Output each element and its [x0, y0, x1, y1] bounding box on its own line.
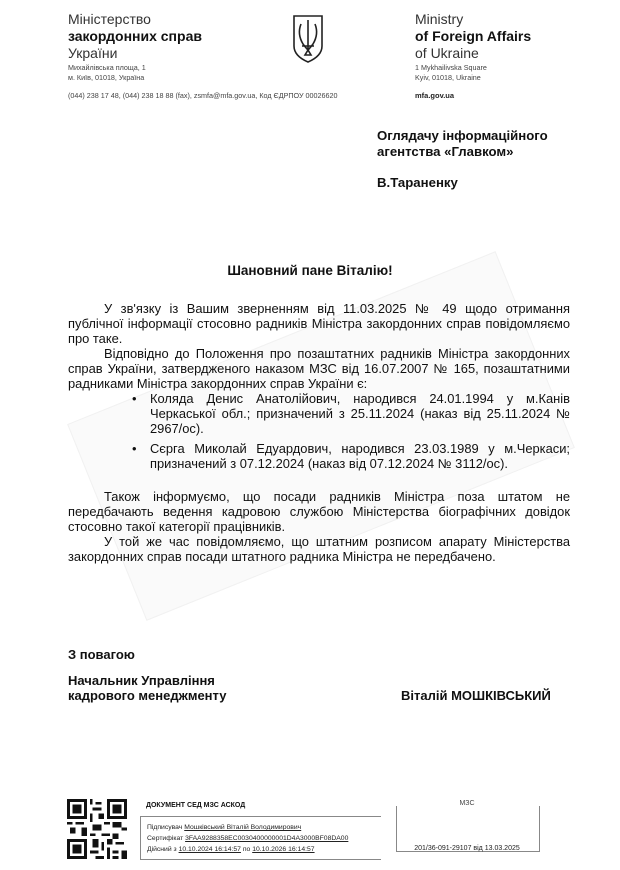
- recipient-line2: агентства «Главком»: [377, 144, 514, 159]
- cert-value: 3FAA9288358EC0030400000001D4A3000BF08DA00: [185, 835, 349, 842]
- bullet-icon: •: [132, 391, 137, 406]
- footer-doc-title: ДОКУМЕНТ СЕД МЗС АСКОД: [146, 802, 246, 809]
- registration-number: 201/36-091-29107 від 13.03.2025: [414, 845, 520, 852]
- trident-icon: [290, 12, 326, 64]
- closing: З повагою: [68, 647, 135, 662]
- en-name-line1: Ministry: [415, 11, 464, 27]
- ua-name-line1: Міністерство: [68, 11, 151, 27]
- signer-position: [68, 673, 226, 703]
- paragraph-1: У зв'язку із Вашим зверненням від 11.03.2025 № 49 щодо отримання публічної інформації стосовно радників Міністра закордонних справ повідомляємо про таке.: [68, 301, 570, 346]
- salutation: Шановний пане Віталію!: [227, 263, 393, 278]
- valid-from-label: Дійсний з: [147, 846, 177, 853]
- list-item: [68, 441, 570, 471]
- en-address-line1: 1 Mykhailivska Square: [415, 63, 487, 72]
- signer-value: Мошківський Віталій Володимирович: [184, 824, 302, 831]
- list-item-text: Сєрга Миколай Едуардович, народився 23.03.1989 у м.Черкаси; призначений з 07.12.2024 (наказ від 07.12.2024 № 3112/ос).: [150, 441, 570, 471]
- position-line2: кадрового менеджменту: [68, 688, 227, 703]
- recipient-name: В.Тараненку: [377, 175, 458, 190]
- ua-name-line3: України: [68, 45, 118, 61]
- list-item: [68, 391, 570, 436]
- valid-from-value: 10.10.2024 16:14:57: [178, 846, 241, 853]
- cert-label: Сертифікат: [147, 835, 184, 842]
- ua-address-line2: м. Київ, 01018, Україна: [68, 73, 145, 82]
- paragraph-3: Також інформуємо, що посади радників Міністра поза штатом не передбачають ведення кадровою службою Міністерства біографічних довідок стосовно такої категорії працівників.: [68, 489, 570, 534]
- stamp-label: МЗС: [459, 800, 475, 807]
- en-address-line2: Kyiv, 01018, Ukraine: [415, 73, 481, 82]
- validity-row: [147, 846, 315, 853]
- letterhead-ua-contacts: (044) 238 17 48, (044) 238 18 88 (fax), zsmfa@mfa.gov.ua, Код ЄДРПОУ 00026620: [68, 91, 338, 100]
- ua-name-line2: закордонних справ: [68, 28, 202, 44]
- letterhead-website[interactable]: mfa.gov.ua: [415, 91, 455, 100]
- signer-row: [147, 824, 301, 831]
- letter-body: [68, 301, 570, 564]
- spacer: [68, 471, 570, 489]
- position-line1: Начальник Управління: [68, 673, 215, 688]
- signer-label: Підписувач: [147, 824, 183, 831]
- bullet-icon: •: [132, 441, 137, 456]
- valid-to-label: по: [242, 846, 251, 853]
- qr-code-icon: [67, 799, 127, 859]
- letterhead-ua-address: [68, 63, 146, 83]
- recipient-line1: Оглядачу інформаційного: [377, 128, 548, 143]
- recipient-block: [377, 128, 548, 191]
- en-name-line3: of Ukraine: [415, 45, 479, 61]
- en-name-line2: of Foreign Affairs: [415, 28, 532, 44]
- ua-address-line1: Михайлівська площа, 1: [68, 63, 146, 72]
- valid-to-value: 10.10.2026 16:14:57: [252, 846, 315, 853]
- list-item-text: Коляда Денис Анатолійович, народився 24.01.1994 у м.Канів Черкаської обл.; призначений з 25.11.2024 (наказ від 25.11.2024 № 2967/ос).: [150, 391, 570, 436]
- digital-signature-box: [140, 816, 381, 860]
- signer-name: Віталій МОШКІВСЬКИЙ: [401, 688, 551, 703]
- letterhead-en-name: [415, 11, 531, 62]
- certificate-row: [147, 835, 348, 842]
- paragraph-4: У той же час повідомляємо, що штатним розписом апарату Міністерства закордонних справ посади штатного радника Міністра не передбачено.: [68, 534, 570, 564]
- letterhead-ua-name: [68, 11, 202, 62]
- paragraph-2: Відповідно до Положення про позаштатних радників Міністра закордонних справ України, затвердженого наказом МЗС від 16.07.2007 № 165, позаштатними радниками Міністра закордонних справ України є:: [68, 346, 570, 391]
- letterhead-en-address: [415, 63, 487, 83]
- advisors-list: [68, 391, 570, 471]
